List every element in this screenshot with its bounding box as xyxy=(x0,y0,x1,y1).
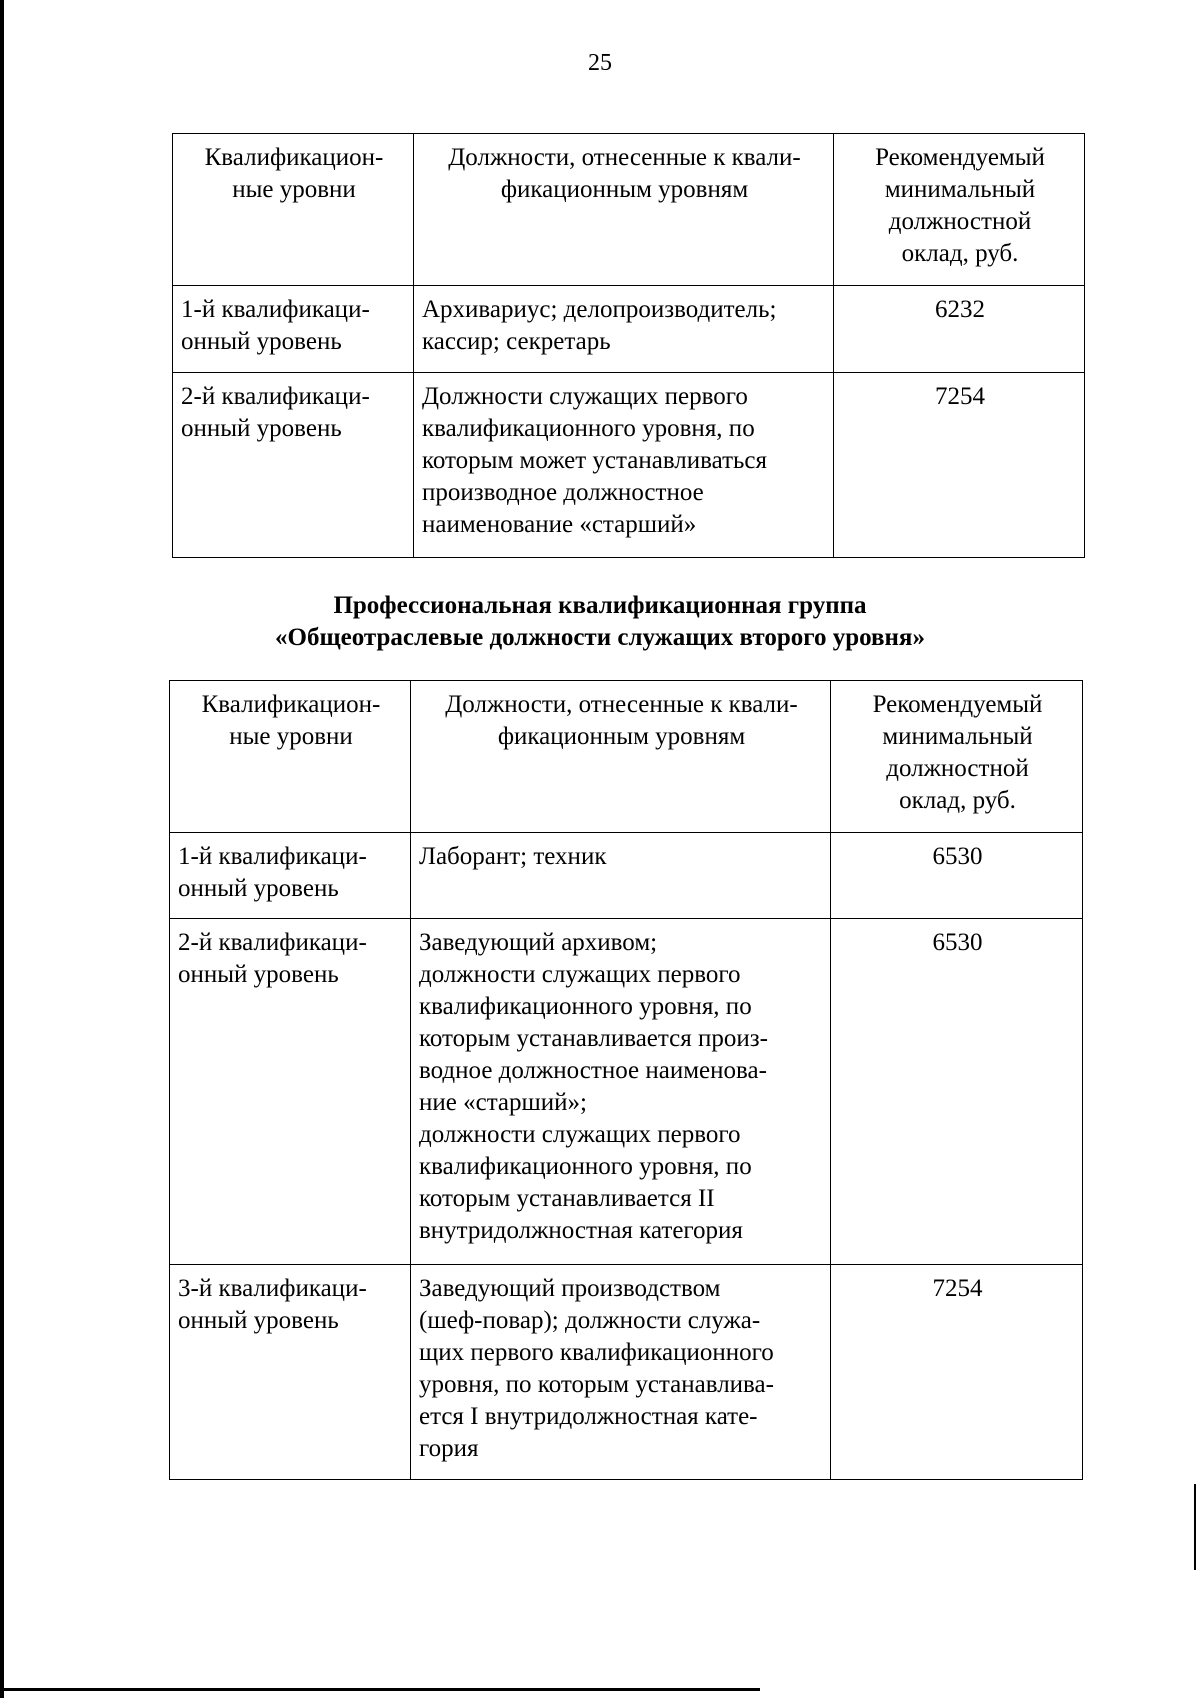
row-positions: Заведующий производством (шеф-повар); должности служа- щих первого квалификационного уровня, по которым устанавлива- ется I внутридолжностная кате- гория xyxy=(411,1265,831,1480)
row-level: 3-й квалификаци- онный уровень xyxy=(170,1265,411,1480)
group-heading-line2: «Общеотраслевые должности служащих второго уровня» xyxy=(275,624,925,651)
table-header-row xyxy=(173,134,1085,286)
header-salary: Рекомендуемый минимальный должностной оклад, руб. xyxy=(831,681,1083,833)
row-level: 2-й квалификаци- онный уровень xyxy=(170,919,411,1265)
page-number: 25 xyxy=(588,50,612,76)
header-salary: Рекомендуемый минимальный должностной оклад, руб. xyxy=(834,134,1085,286)
table-row xyxy=(173,286,1085,373)
row-positions: Лаборант; техник xyxy=(411,833,831,919)
table-header-row xyxy=(170,681,1083,833)
table-row xyxy=(170,833,1083,919)
row-salary: 6232 xyxy=(834,286,1085,373)
group-heading-line1: Профессиональная квалификационная группа xyxy=(333,592,867,619)
row-positions: Должности служащих первого квалификационного уровня, по которым может устанавливаться производное должностное наименование «старший» xyxy=(414,373,834,558)
table-row xyxy=(170,1265,1083,1480)
row-salary: 6530 xyxy=(831,833,1083,919)
qualification-table-2 xyxy=(169,680,1083,1480)
row-level: 2-й квалификаци- онный уровень xyxy=(173,373,414,558)
header-positions: Должности, отнесенные к квали- фикационным уровням xyxy=(414,134,834,286)
header-qualification-levels: Квалификацион- ные уровни xyxy=(173,134,414,286)
row-salary: 7254 xyxy=(831,1265,1083,1480)
row-positions: Архивариус; делопроизводитель; кассир; секретарь xyxy=(414,286,834,373)
row-level: 1-й квалификаци- онный уровень xyxy=(173,286,414,373)
scan-border-right xyxy=(1194,1484,1196,1570)
qualification-table-1 xyxy=(172,133,1085,558)
row-salary: 7254 xyxy=(834,373,1085,558)
row-positions: Заведующий архивом; должности служащих первого квалификационного уровня, по которым устанавливается произ- водное должностное наименова- ние «старший»; должности служащих первого квалификационного уровня, по которым устанавливается II внутридолжностная категория xyxy=(411,919,831,1265)
header-qualification-levels: Квалификацион- ные уровни xyxy=(170,681,411,833)
table-row xyxy=(173,373,1085,558)
row-level: 1-й квалификаци- онный уровень xyxy=(170,833,411,919)
table-row xyxy=(170,919,1083,1265)
row-salary: 6530 xyxy=(831,919,1083,1265)
scan-border-bottom xyxy=(0,1688,760,1691)
header-positions: Должности, отнесенные к квали- фикационным уровням xyxy=(411,681,831,833)
scan-border-left xyxy=(0,0,4,1698)
